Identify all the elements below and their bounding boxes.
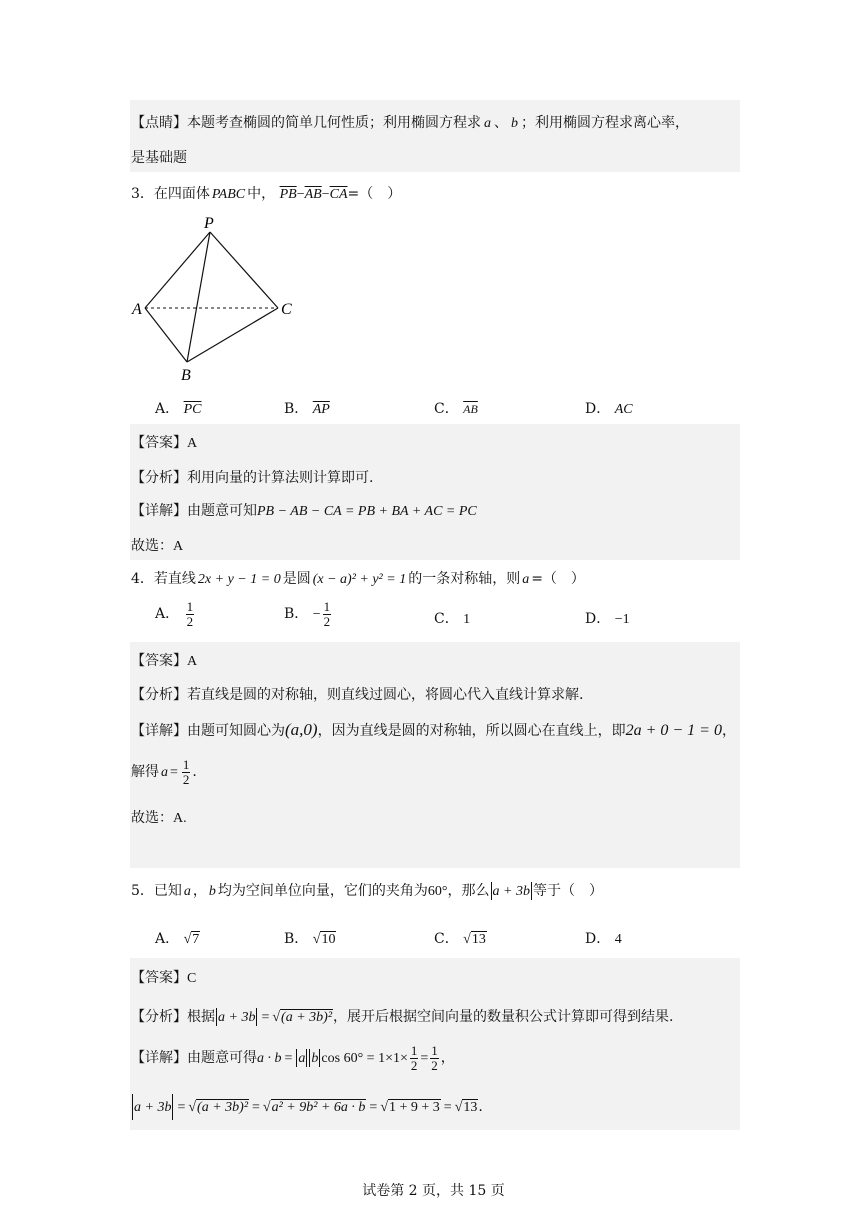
- q4-option-c: C． 1: [434, 611, 471, 627]
- q4-analysis: 【分析】若直线是圆的对称轴，则直线过圆心，将圆心代入直线计算求解.: [131, 687, 584, 703]
- tip-label: 【点睛】: [131, 115, 187, 131]
- label-C: C: [281, 301, 292, 318]
- page-footer: 试卷第 2 页，共 15 页: [362, 1183, 505, 1199]
- q3-stem: 3．在四面体 PABC 中， $\overline{PB}-\overline{AB}-\overline{CA}=$（ ）: [131, 186, 402, 202]
- q5-option-a: A． √7: [155, 931, 200, 947]
- q3-choice: 故选：A: [131, 538, 184, 554]
- q5-analysis: 【分析】根据 a + 3b = √(a + 3b)²，展开后根据空间向量的数量积公式计算即可得到结果.: [131, 1009, 674, 1025]
- q4-option-b: B． − $\frac{1}{2}$: [284, 599, 331, 629]
- q5-option-b: B． √10: [284, 931, 336, 947]
- q4-choice: 故选：A.: [131, 810, 187, 826]
- tip-block: [130, 100, 740, 172]
- edge-AB: [145, 308, 187, 362]
- q3-analysis: 【分析】利用向量的计算法则计算即可.: [131, 470, 374, 486]
- q5-option-c: C． √13: [434, 931, 486, 947]
- q5-detail-line-1: 【详解】由题意可得a · b = a b cos 60° = 1×1× $\frac{1}{2}$ = $\frac{1}{2}$ ，: [131, 1043, 455, 1073]
- tetrahedron-figure: [128, 210, 303, 385]
- edge-PC: [210, 232, 278, 308]
- q5-option-d: D． 4: [585, 931, 622, 947]
- q3-option-a: A． $\overline{PC}$: [155, 401, 202, 417]
- q5-detail-line-2: a + 3b = √(a + 3b)² = √a² + 9b² + 6a · b = √1 + 9 + 3 = √13.: [131, 1094, 483, 1120]
- label-P: P: [204, 215, 214, 232]
- q3-detail: 【详解】由题意可知PB − AB − CA = PB + BA + AC = PC: [131, 503, 477, 519]
- edge-BC: [187, 308, 278, 362]
- q3-option-c: C． $\overline{AB}$: [434, 401, 478, 417]
- q3-option-b: B． $\overline{AP}$: [284, 401, 330, 417]
- q5-answer: 【答案】C: [131, 970, 197, 986]
- q4-solve: 解得 a = $\frac{1}{2}$ .: [131, 757, 197, 787]
- edge-PA: [145, 232, 210, 308]
- tip-line-1: 【点睛】本题考查椭圆的简单几何性质；利用椭圆方程求 a 、 b ；利用椭圆方程求离心率，: [131, 115, 689, 131]
- label-A: A: [132, 301, 142, 318]
- q3-answer: 【答案】A: [131, 435, 198, 451]
- label-B: B: [181, 367, 191, 384]
- q4-stem: 4．若直线 2x + y − 1 = 0 是圆 (x − a)² + y² = 1 的一条对称轴，则 a =（ ）: [131, 571, 585, 587]
- q3-option-d: D． AC: [585, 401, 633, 417]
- q4-detail: 【详解】由题可知圆心为(a,0)，因为直线是圆的对称轴，所以圆心在直线上，即2a + 0 − 1 = 0，: [131, 720, 736, 739]
- q5-stem: 5．已知 a ， b 均为空间单位向量，它们的夹角为60°，那么 a + 3b 等于（ ）: [131, 883, 603, 899]
- q3-solution-block: [130, 424, 740, 560]
- edge-PB: [187, 232, 210, 362]
- q4-solution-block: [130, 642, 740, 868]
- q4-option-a: A． $\frac{1}{2}$: [155, 599, 194, 629]
- q4-option-d: D． −1: [585, 611, 630, 627]
- tip-line-2: 是基础题: [131, 150, 187, 166]
- q4-answer: 【答案】A: [131, 653, 198, 669]
